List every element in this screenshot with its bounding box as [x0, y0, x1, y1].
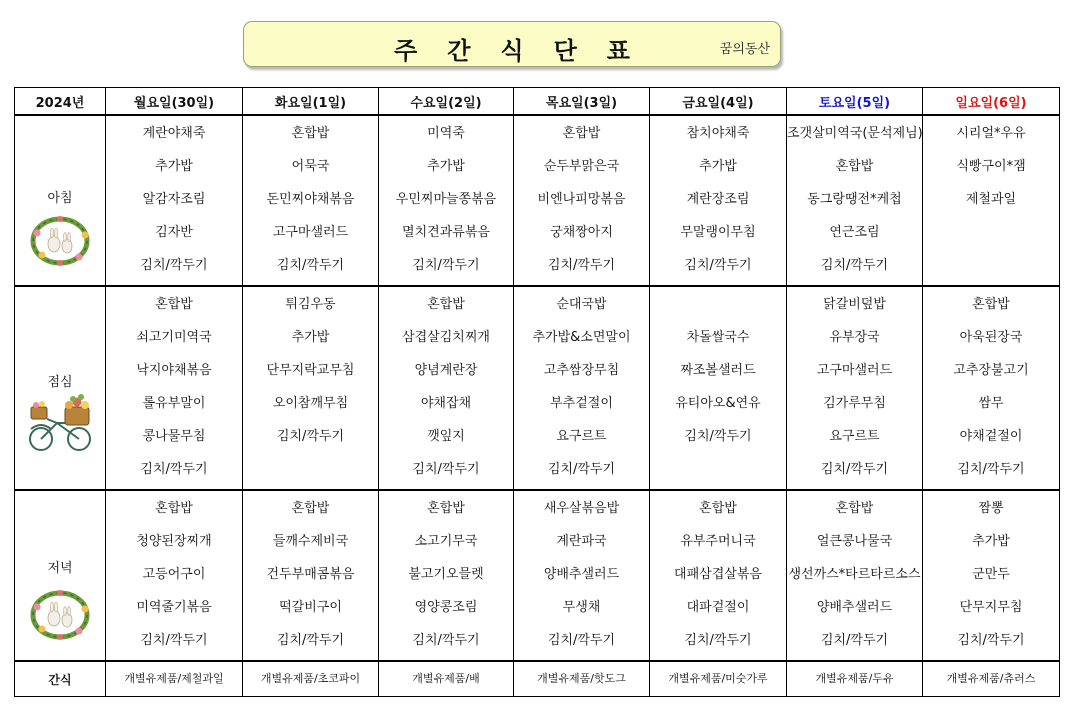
menu-item: 혼합밥: [291, 126, 330, 141]
menu-item: 비엔나피망볶음: [537, 192, 626, 207]
menu-item: 미역죽: [427, 126, 465, 141]
flower-bicycle-icon: [27, 393, 97, 459]
menu-item: 쇠고기미역국: [136, 330, 212, 345]
menu-item: 혼합밥: [155, 297, 193, 312]
menu-item: 무말랭이무침: [680, 225, 756, 240]
title-banner: [243, 21, 781, 67]
menu-item: 롤유부말이: [142, 396, 206, 411]
menu-item: 새우살볶음밥: [543, 501, 620, 516]
breakfast-cell-mon: [106, 115, 243, 286]
dinner-cell-thu: [514, 490, 650, 661]
menu-item: 김치/깍두기: [412, 258, 480, 273]
menu-item: 김치/깍두기: [276, 633, 345, 648]
menu-item: 깻잎지: [427, 429, 465, 444]
menu-item: 혼합밥: [562, 126, 601, 141]
menu-item: 김치/깍두기: [412, 462, 480, 477]
menu-item: 혼합밥: [972, 297, 1010, 312]
bunny-wreath-icon: [27, 213, 93, 271]
menu-item: 들깨수제비국: [272, 534, 349, 549]
menu-item: 김치/깍두기: [957, 462, 1025, 477]
menu-item: 계란야채죽: [142, 126, 206, 141]
menu-item: 불고기오믈렛: [408, 567, 484, 582]
day-header-thu: 목요일(3일): [514, 88, 650, 116]
menu-item: 혼합밥: [835, 159, 874, 174]
snack-item: 개별유제품/미숫가루: [668, 672, 768, 685]
menu-item: 콩나물무침: [142, 429, 206, 444]
menu-item: 김치/깍두기: [412, 633, 480, 648]
breakfast-row: [15, 115, 1060, 286]
menu-item: 야채겉절이: [959, 429, 1023, 444]
snack-cell-tue: [243, 661, 379, 697]
breakfast-cell-sat: [787, 115, 923, 286]
menu-item: 김가루무침: [823, 396, 886, 411]
menu-item: 닭갈비덮밥: [823, 297, 886, 312]
menu-item: 요구르트: [829, 429, 880, 444]
menu-item: 유티아오&연유: [675, 396, 761, 411]
menu-item: 야채잡채: [420, 396, 472, 411]
page-title: 주간식단표: [394, 37, 660, 65]
menu-item: 떡갈비구이: [279, 600, 342, 615]
menu-item: 군만두: [972, 567, 1010, 582]
snack-item: 개별유제품/제철과일: [124, 672, 224, 685]
menu-item: 김치/깍두기: [684, 429, 752, 444]
menu-item: 제철과일: [965, 192, 1017, 207]
header-row: [15, 88, 1060, 116]
menu-item: 건두부매콤볶음: [266, 567, 355, 582]
menu-item: 궁채짱아지: [550, 225, 613, 240]
dinner-label-cell: [15, 490, 106, 661]
breakfast-label: 아침: [47, 191, 73, 206]
menu-item: 혼합밥: [427, 297, 465, 312]
snack-cell-mon: [106, 661, 243, 697]
breakfast-cell-sun: [923, 115, 1060, 286]
menu-item: 추가밥: [291, 330, 330, 345]
menu-item: 삼겹살김치찌개: [402, 330, 490, 345]
dinner-cell-wed: [379, 490, 514, 661]
day-header-wed: 수요일(2일): [379, 88, 514, 116]
menu-item: 혼합밥: [427, 501, 465, 516]
menu-item: 김치/깍두기: [957, 633, 1025, 648]
menu-item: 청양된장찌개: [136, 534, 212, 549]
menu-item: 양배추샐러드: [816, 600, 893, 615]
menu-item: 차돌쌀국수: [686, 330, 750, 345]
menu-item: 생선까스*타르타르소스: [788, 567, 921, 582]
menu-item: 김치/깍두기: [820, 633, 889, 648]
menu-item: 고추쌈장무침: [543, 363, 620, 378]
menu-item: 김치/깍두기: [547, 258, 616, 273]
weekly-menu-table: [14, 87, 1060, 697]
menu-item: 고구마샐러드: [816, 363, 893, 378]
menu-item: 김치/깍두기: [684, 258, 752, 273]
menu-item: 시리얼*우유: [956, 126, 1026, 141]
menu-item: 낙지야채볶음: [136, 363, 212, 378]
menu-item: 계란파국: [556, 534, 607, 549]
menu-item: 아욱된장국: [959, 330, 1023, 345]
menu-item: 연근조림: [829, 225, 880, 240]
menu-item: 돈민찌야채볶음: [266, 192, 355, 207]
snack-item: 개별유제품/초코파이: [260, 672, 361, 685]
menu-item: 김치/깍두기: [140, 633, 208, 648]
menu-item: 무생채: [562, 600, 601, 615]
lunch-row: [15, 286, 1060, 490]
menu-item: 단무지락교무침: [266, 363, 355, 378]
menu-item: 얼큰콩나물국: [816, 534, 893, 549]
menu-item: 우민찌마늘쫑볶음: [395, 192, 497, 207]
bunny-wreath-icon: [27, 587, 93, 645]
menu-item: [650, 291, 786, 324]
dinner-cell-tue: [243, 490, 379, 661]
menu-item: 어묵국: [291, 159, 330, 174]
breakfast-label-cell: [15, 115, 106, 286]
menu-item: 유부주머니국: [680, 534, 756, 549]
lunch-label: 점심: [47, 375, 73, 390]
lunch-cell-sat: [787, 286, 923, 490]
menu-item: 추가밥: [427, 159, 465, 174]
menu-item: 짜조볼샐러드: [680, 363, 756, 378]
snack-cell-wed: [379, 661, 514, 697]
lunch-label-cell: [15, 286, 106, 490]
menu-item: 김치/깍두기: [140, 258, 208, 273]
menu-item: 김치/깍두기: [684, 633, 752, 648]
menu-item: 고추장불고기: [953, 363, 1029, 378]
snack-row: [15, 661, 1060, 697]
menu-item: 고구마샐러드: [272, 225, 349, 240]
menu-item: 혼합밥: [291, 501, 330, 516]
menu-item: 김치/깍두기: [547, 462, 616, 477]
snack-cell-sat: [787, 661, 923, 697]
dinner-cell-fri: [650, 490, 787, 661]
day-header-sat: 토요일(5일): [787, 88, 923, 116]
menu-item: 참치야채죽: [686, 126, 750, 141]
day-header-mon: 월요일(30일): [106, 88, 243, 116]
menu-item: 소고기무국: [414, 534, 478, 549]
breakfast-cell-wed: [379, 115, 514, 286]
lunch-cell-tue: [243, 286, 379, 490]
lunch-cell-mon: [106, 286, 243, 490]
menu-item: 추가밥: [155, 159, 193, 174]
day-header-tue: 화요일(1일): [243, 88, 379, 116]
snack-item: 개별유제품/두유: [815, 672, 894, 685]
menu-item: 김치/깍두기: [276, 258, 345, 273]
menu-item: 김자반: [155, 225, 193, 240]
menu-item: 고등어구이: [142, 567, 206, 582]
snack-cell-thu: [514, 661, 650, 697]
menu-item: 영양콩조림: [414, 600, 478, 615]
menu-item: 혼합밥: [699, 501, 737, 516]
menu-item: 김치/깍두기: [820, 462, 889, 477]
snack-label: 간식: [15, 661, 106, 697]
menu-item: 요구르트: [556, 429, 607, 444]
menu-item: 추가밥: [972, 534, 1010, 549]
menu-item: 대파겉절이: [686, 600, 750, 615]
menu-item: 추가밥: [699, 159, 737, 174]
location-name: 꿈의동산: [719, 42, 770, 57]
lunch-cell-thu: [514, 286, 650, 490]
menu-item: 부추겉절이: [550, 396, 613, 411]
menu-item: 식빵구이*잼: [956, 159, 1026, 174]
menu-item: 대패삼겹살볶음: [674, 567, 762, 582]
menu-item: 짬뽕: [978, 501, 1004, 516]
menu-item: 오이참깨무침: [272, 396, 349, 411]
menu-item: 김치/깍두기: [140, 462, 208, 477]
menu-item: 조갯살미역국(문석제님): [787, 126, 923, 141]
menu-item: 계란장조림: [686, 192, 750, 207]
snack-cell-fri: [650, 661, 787, 697]
day-header-fri: 금요일(4일): [650, 88, 787, 116]
day-header-sun: 일요일(6일): [923, 88, 1060, 116]
breakfast-cell-tue: [243, 115, 379, 286]
menu-item: 멸치견과류볶음: [402, 225, 490, 240]
menu-item: 알감자조림: [142, 192, 206, 207]
menu-item: 김치/깍두기: [276, 429, 345, 444]
menu-item: 양념계란장: [414, 363, 478, 378]
dinner-label: 저녁: [47, 561, 73, 576]
menu-item: 혼합밥: [835, 501, 874, 516]
snack-cell-sun: [923, 661, 1060, 697]
menu-item: 추가밥&소면말이: [532, 330, 631, 345]
dinner-row: [15, 490, 1060, 661]
menu-item: 김치/깍두기: [547, 633, 616, 648]
menu-item: 유부장국: [829, 330, 880, 345]
menu-item: 김치/깍두기: [820, 258, 889, 273]
menu-item: 혼합밥: [155, 501, 193, 516]
menu-item: 튀김우동: [285, 297, 336, 312]
snack-item: 개별유제품/핫도그: [537, 672, 626, 685]
lunch-cell-fri: [650, 286, 787, 490]
lunch-cell-sun: [923, 286, 1060, 490]
dinner-cell-mon: [106, 490, 243, 661]
breakfast-cell-fri: [650, 115, 787, 286]
menu-item: 순두부맑은국: [543, 159, 620, 174]
menu-item: 양배추샐러드: [543, 567, 620, 582]
dinner-cell-sun: [923, 490, 1060, 661]
lunch-cell-wed: [379, 286, 514, 490]
menu-item: 단무지무침: [959, 600, 1023, 615]
menu-item: 쌈무: [978, 396, 1004, 411]
dinner-cell-sat: [787, 490, 923, 661]
menu-item: 동그랑땡전*케첩: [807, 192, 902, 207]
year-header: 2024년: [15, 88, 106, 116]
snack-item: 개별유제품/배: [412, 672, 480, 685]
menu-item: 미역줄기볶음: [136, 600, 212, 615]
menu-item: 순대국밥: [556, 297, 607, 312]
snack-item: 개별유제품/츄러스: [946, 672, 1036, 685]
breakfast-cell-thu: [514, 115, 650, 286]
